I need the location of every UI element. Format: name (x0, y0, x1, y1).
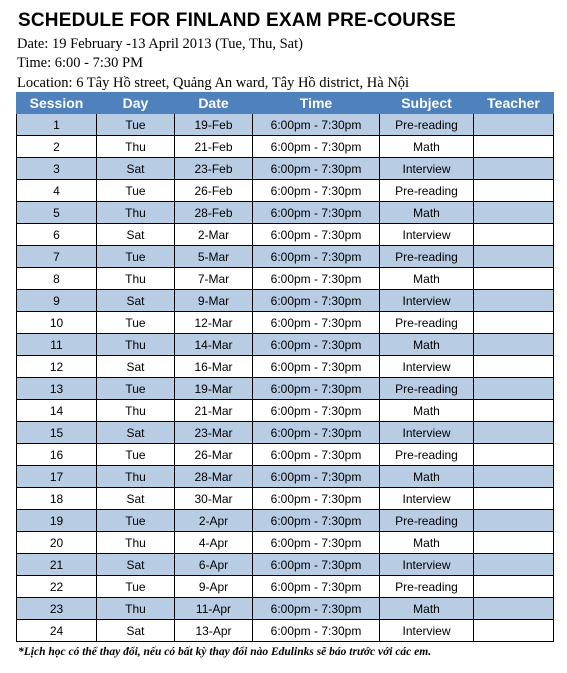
day-cell: Sat (97, 356, 175, 378)
session-cell: 4 (17, 180, 97, 202)
teacher-cell (474, 422, 554, 444)
time-cell: 6:00pm - 7:30pm (253, 246, 380, 268)
teacher-cell (474, 246, 554, 268)
time-cell: 6:00pm - 7:30pm (253, 422, 380, 444)
subject-cell: Math (380, 268, 474, 290)
date-cell: 7-Mar (175, 268, 253, 290)
time-cell: 6:00pm - 7:30pm (253, 224, 380, 246)
column-header-time: Time (253, 93, 380, 114)
teacher-cell (474, 202, 554, 224)
date-cell: 28-Feb (175, 202, 253, 224)
date-cell: 16-Mar (175, 356, 253, 378)
day-cell: Thu (97, 400, 175, 422)
table-row (17, 268, 554, 290)
teacher-cell (474, 620, 554, 642)
day-cell: Sat (97, 224, 175, 246)
teacher-cell (474, 466, 554, 488)
time-cell: 6:00pm - 7:30pm (253, 466, 380, 488)
time-cell: 6:00pm - 7:30pm (253, 488, 380, 510)
day-cell: Sat (97, 290, 175, 312)
table-row (17, 422, 554, 444)
time-cell: 6:00pm - 7:30pm (253, 312, 380, 334)
subject-cell: Interview (380, 488, 474, 510)
day-cell: Tue (97, 576, 175, 598)
session-cell: 17 (17, 466, 97, 488)
session-cell: 7 (17, 246, 97, 268)
teacher-cell (474, 510, 554, 532)
session-cell: 22 (17, 576, 97, 598)
time-cell: 6:00pm - 7:30pm (253, 444, 380, 466)
day-cell: Tue (97, 114, 175, 136)
date-line: Date: 19 February -13 April 2013 (Tue, Thu, Sat) (17, 36, 303, 52)
subject-cell: Math (380, 532, 474, 554)
date-cell: 30-Mar (175, 488, 253, 510)
teacher-cell (474, 158, 554, 180)
subject-cell: Math (380, 334, 474, 356)
subject-cell: Pre-reading (380, 444, 474, 466)
date-cell: 11-Apr (175, 598, 253, 620)
table-row (17, 598, 554, 620)
session-cell: 13 (17, 378, 97, 400)
teacher-cell (474, 224, 554, 246)
date-cell: 9-Apr (175, 576, 253, 598)
teacher-cell (474, 136, 554, 158)
session-cell: 11 (17, 334, 97, 356)
page-title: SCHEDULE FOR FINLAND EXAM PRE-COURSE (18, 10, 456, 31)
session-cell: 23 (17, 598, 97, 620)
table-row (17, 180, 554, 202)
session-cell: 12 (17, 356, 97, 378)
table-row (17, 400, 554, 422)
subject-cell: Math (380, 136, 474, 158)
time-cell: 6:00pm - 7:30pm (253, 620, 380, 642)
day-cell: Tue (97, 180, 175, 202)
session-cell: 8 (17, 268, 97, 290)
day-cell: Tue (97, 378, 175, 400)
day-cell: Thu (97, 598, 175, 620)
table-header-row (17, 93, 554, 114)
teacher-cell (474, 400, 554, 422)
subject-cell: Pre-reading (380, 510, 474, 532)
day-cell: Tue (97, 246, 175, 268)
session-cell: 1 (17, 114, 97, 136)
subject-cell: Interview (380, 620, 474, 642)
teacher-cell (474, 488, 554, 510)
subject-cell: Interview (380, 356, 474, 378)
date-cell: 12-Mar (175, 312, 253, 334)
subject-cell: Interview (380, 158, 474, 180)
date-cell: 2-Apr (175, 510, 253, 532)
date-cell: 2-Mar (175, 224, 253, 246)
subject-cell: Pre-reading (380, 312, 474, 334)
teacher-cell (474, 334, 554, 356)
table-row (17, 532, 554, 554)
day-cell: Sat (97, 488, 175, 510)
session-cell: 18 (17, 488, 97, 510)
teacher-cell (474, 312, 554, 334)
table-row (17, 466, 554, 488)
time-cell: 6:00pm - 7:30pm (253, 378, 380, 400)
day-cell: Sat (97, 422, 175, 444)
subject-cell: Interview (380, 554, 474, 576)
subject-cell: Math (380, 598, 474, 620)
column-header-teacher: Teacher (474, 93, 554, 114)
teacher-cell (474, 532, 554, 554)
table-row (17, 356, 554, 378)
date-cell: 26-Mar (175, 444, 253, 466)
date-cell: 21-Feb (175, 136, 253, 158)
date-cell: 19-Feb (175, 114, 253, 136)
session-cell: 9 (17, 290, 97, 312)
table-row (17, 312, 554, 334)
session-cell: 10 (17, 312, 97, 334)
session-cell: 16 (17, 444, 97, 466)
table-row (17, 158, 554, 180)
session-cell: 24 (17, 620, 97, 642)
subject-cell: Math (380, 466, 474, 488)
time-cell: 6:00pm - 7:30pm (253, 268, 380, 290)
time-cell: 6:00pm - 7:30pm (253, 400, 380, 422)
date-cell: 5-Mar (175, 246, 253, 268)
subject-cell: Interview (380, 290, 474, 312)
day-cell: Tue (97, 444, 175, 466)
teacher-cell (474, 180, 554, 202)
session-cell: 15 (17, 422, 97, 444)
subject-cell: Pre-reading (380, 114, 474, 136)
time-cell: 6:00pm - 7:30pm (253, 356, 380, 378)
date-cell: 4-Apr (175, 532, 253, 554)
teacher-cell (474, 114, 554, 136)
footnote: *Lịch học có thể thay đổi, nếu có bất kỳ thay đổi nào Edulinks sẽ báo trước với các em. (18, 646, 432, 658)
day-cell: Thu (97, 466, 175, 488)
subject-cell: Pre-reading (380, 180, 474, 202)
time-cell: 6:00pm - 7:30pm (253, 554, 380, 576)
session-cell: 2 (17, 136, 97, 158)
time-cell: 6:00pm - 7:30pm (253, 532, 380, 554)
session-cell: 19 (17, 510, 97, 532)
teacher-cell (474, 290, 554, 312)
teacher-cell (474, 268, 554, 290)
table-row (17, 224, 554, 246)
date-cell: 9-Mar (175, 290, 253, 312)
day-cell: Thu (97, 334, 175, 356)
session-cell: 21 (17, 554, 97, 576)
time-cell: 6:00pm - 7:30pm (253, 576, 380, 598)
table-row (17, 246, 554, 268)
teacher-cell (474, 576, 554, 598)
day-cell: Sat (97, 158, 175, 180)
table-row (17, 576, 554, 598)
day-cell: Thu (97, 532, 175, 554)
day-cell: Thu (97, 136, 175, 158)
date-cell: 19-Mar (175, 378, 253, 400)
teacher-cell (474, 598, 554, 620)
time-cell: 6:00pm - 7:30pm (253, 510, 380, 532)
table-row (17, 378, 554, 400)
time-cell: 6:00pm - 7:30pm (253, 180, 380, 202)
time-cell: 6:00pm - 7:30pm (253, 114, 380, 136)
time-cell: 6:00pm - 7:30pm (253, 598, 380, 620)
teacher-cell (474, 444, 554, 466)
day-cell: Thu (97, 202, 175, 224)
column-header-date: Date (175, 93, 253, 114)
subject-cell: Math (380, 202, 474, 224)
table-row (17, 290, 554, 312)
schedule-table (16, 92, 554, 642)
date-cell: 21-Mar (175, 400, 253, 422)
day-cell: Thu (97, 268, 175, 290)
time-cell: 6:00pm - 7:30pm (253, 158, 380, 180)
session-cell: 20 (17, 532, 97, 554)
session-cell: 5 (17, 202, 97, 224)
day-cell: Tue (97, 510, 175, 532)
subject-cell: Interview (380, 422, 474, 444)
time-cell: 6:00pm - 7:30pm (253, 290, 380, 312)
table-row (17, 334, 554, 356)
subject-cell: Pre-reading (380, 246, 474, 268)
date-cell: 13-Apr (175, 620, 253, 642)
table-row (17, 202, 554, 224)
date-cell: 23-Feb (175, 158, 253, 180)
session-cell: 3 (17, 158, 97, 180)
session-cell: 6 (17, 224, 97, 246)
table-row (17, 554, 554, 576)
date-cell: 26-Feb (175, 180, 253, 202)
day-cell: Sat (97, 620, 175, 642)
table-row (17, 136, 554, 158)
time-line: Time: 6:00 - 7:30 PM (17, 55, 143, 71)
column-header-session: Session (17, 93, 97, 114)
column-header-day: Day (97, 93, 175, 114)
table-row (17, 620, 554, 642)
time-cell: 6:00pm - 7:30pm (253, 334, 380, 356)
teacher-cell (474, 356, 554, 378)
date-cell: 23-Mar (175, 422, 253, 444)
subject-cell: Interview (380, 224, 474, 246)
date-cell: 6-Apr (175, 554, 253, 576)
subject-cell: Pre-reading (380, 378, 474, 400)
date-cell: 28-Mar (175, 466, 253, 488)
subject-cell: Math (380, 400, 474, 422)
table-row (17, 510, 554, 532)
session-cell: 14 (17, 400, 97, 422)
date-cell: 14-Mar (175, 334, 253, 356)
subject-cell: Pre-reading (380, 576, 474, 598)
table-row (17, 488, 554, 510)
table-row (17, 114, 554, 136)
teacher-cell (474, 378, 554, 400)
location-line: Location: 6 Tây Hồ street, Quảng An ward, Tây Hồ district, Hà Nội (17, 75, 410, 91)
schedule-body (17, 114, 554, 642)
time-cell: 6:00pm - 7:30pm (253, 136, 380, 158)
table-row (17, 444, 554, 466)
time-cell: 6:00pm - 7:30pm (253, 202, 380, 224)
column-header-subject: Subject (380, 93, 474, 114)
day-cell: Sat (97, 554, 175, 576)
teacher-cell (474, 554, 554, 576)
day-cell: Tue (97, 312, 175, 334)
